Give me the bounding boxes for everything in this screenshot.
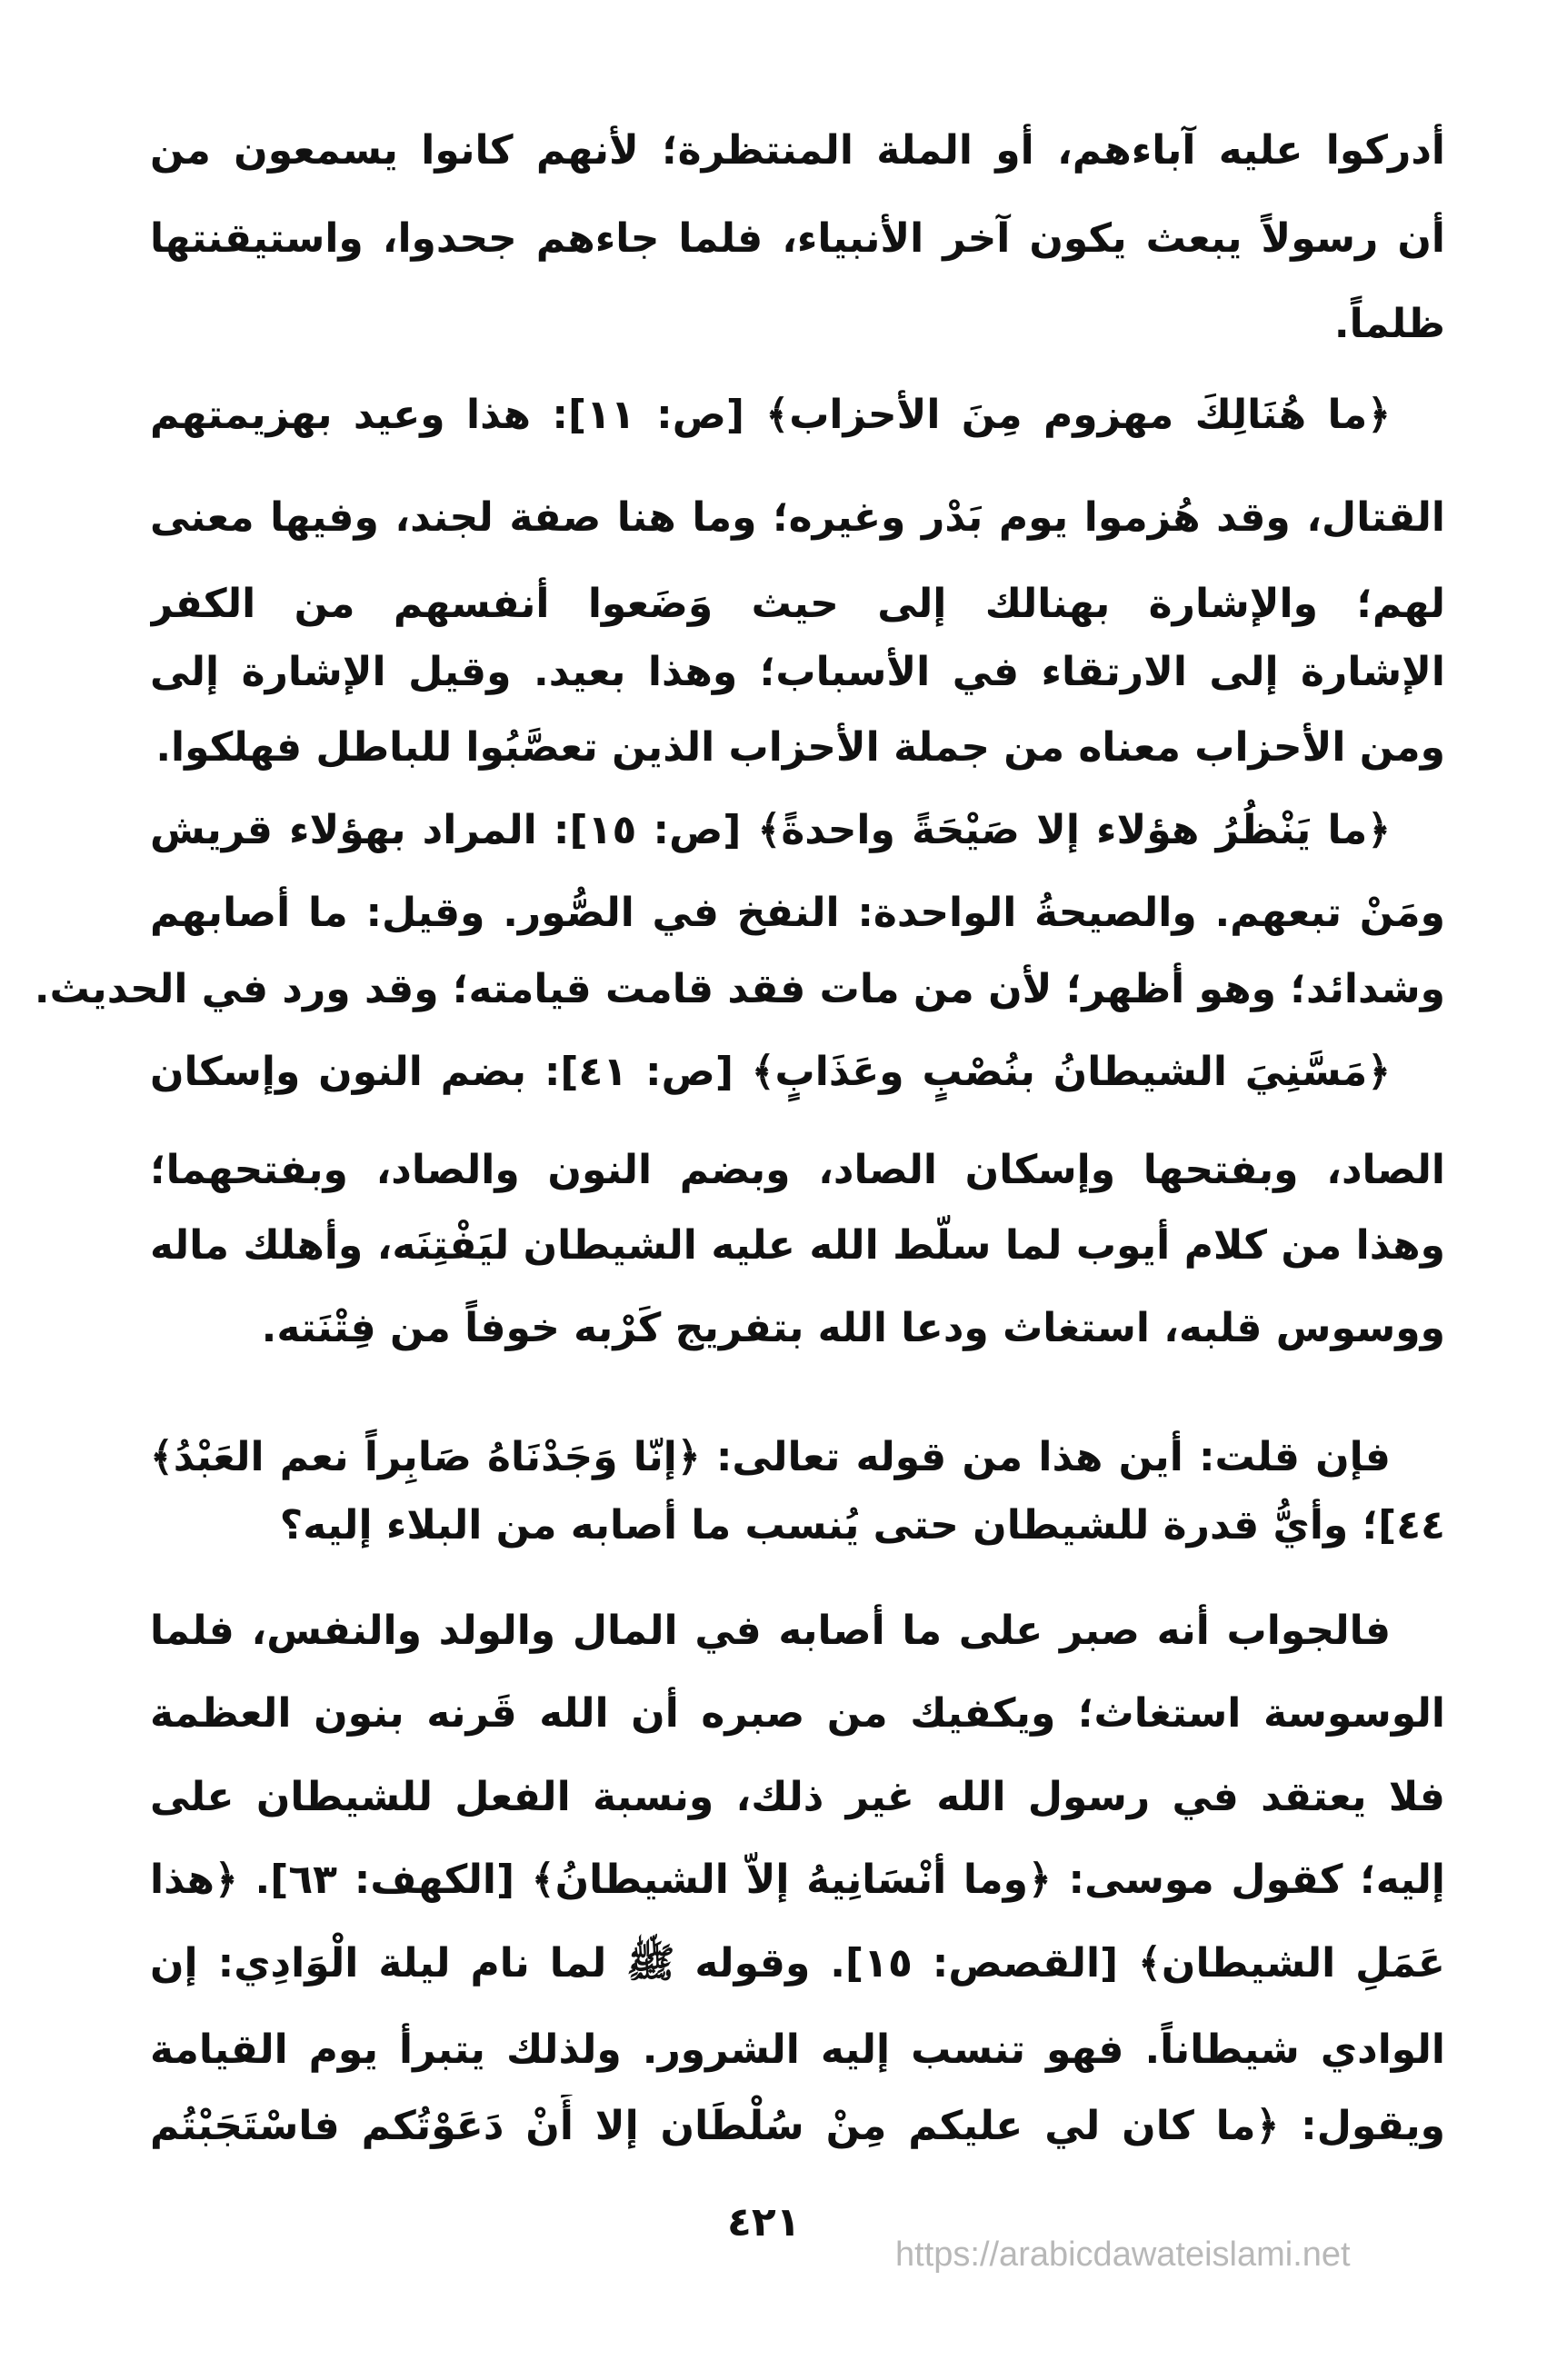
text-line: ومَنْ تبعهم. والصيحةُ الواحدة: النفخ في الصُّور. وقيل: ما أصابهم (150, 890, 1445, 936)
text-line: ومن الأحزاب معناه من جملة الأحزاب الذين تعصَّبُوا للباطل فهلكوا. (155, 724, 1445, 771)
page-number: ٤٢١ (727, 2199, 801, 2246)
text-line: القتال، وقد هُزموا يوم بَدْر وغيره؛ وما هنا صفة لجند، وفيها معنى (150, 494, 1445, 541)
text-line: الصاد، وبفتحها وإسكان الصاد، وبضم النون والصاد، وبفتحهما؛ (150, 1147, 1445, 1193)
text-line: لهم؛ والإشارة بهنالك إلى حيث وَضَعوا أنفسهم من الكفر (150, 581, 1445, 627)
text-line: وشدائد؛ وهو أظهر؛ لأن من مات فقد قامت قيامته؛ وقد ورد في الحديث. (34, 966, 1445, 1012)
text-line: ﴿ما يَنْظُرُ هؤلاء إلا صَيْحَةً واحدةً﴾ [ص: ١٥]: المراد بهؤلاء قريش (150, 807, 1391, 853)
text-line: عَمَلِ الشيطان﴾ [القصص: ١٥]. وقوله ﷺ لما نام ليلة الْوَادِي: إن (150, 1940, 1445, 1987)
text-line: ﴿ما هُنَالِكَ مهزوم مِنَ الأحزاب﴾ [ص: ١١]: هذا وعيد بهزيمتهم (150, 392, 1391, 438)
text-line: ويقول: ﴿ما كان لي عليكم مِنْ سُلْطَان إلا أَنْ دَعَوْتُكم فاسْتَجَبْتُم (150, 2103, 1445, 2149)
text-line: الوسوسة استغاث؛ ويكفيك من صبره أن الله قَرنه بنون العظمة (150, 1690, 1445, 1737)
text-line: فلا يعتقد في رسول الله غير ذلك، ونسبة الفعل للشيطان على (150, 1774, 1445, 1820)
text-line: فإن قلت: أين هذا من قوله تعالى: ﴿إنّا وَجَدْنَاهُ صَابِراً نعم العَبْدُ﴾ (150, 1434, 1391, 1480)
watermark-url: https://arabicdawateislami.net (895, 2236, 1351, 2274)
text-line: ٤٤]؛ وأيُّ قدرة للشيطان حتى يُنسب ما أصابه من البلاء إليه؟ (279, 1502, 1445, 1548)
text-line: وهذا من كلام أيوب لما سلّط الله عليه الشيطان ليَفْتِنَه، وأهلك ماله (150, 1222, 1445, 1269)
text-line: ﴿مَسَّنِيَ الشيطانُ بنُصْبٍ وعَذَابٍ﴾ [ص: ٤١]: بضم النون وإسكان (150, 1049, 1391, 1095)
text-line: الإشارة إلى الارتقاء في الأسباب؛ وهذا بعيد. وقيل الإشارة إلى (150, 649, 1445, 695)
text-line: ظلماً. (1333, 301, 1445, 347)
text-line: فالجواب أنه صبر على ما أصابه في المال والولد والنفس، فلما (150, 1608, 1391, 1654)
text-line: أن رسولاً يبعث يكون آخر الأنبياء، فلما جاءهم جحدوا، واستيقنتها (150, 215, 1445, 262)
text-line: إليه؛ كقول موسى: ﴿وما أنْسَانِيهُ إلاّ الشيطانُ﴾ [الكهف: ٦٣]. ﴿هذا (150, 1857, 1445, 1903)
text-line: ووسوس قلبه، استغاث ودعا الله بتفريج كَرْبه خوفاً من فِتْنَته. (261, 1305, 1445, 1351)
text-line: الوادي شيطاناً. فهو تنسب إليه الشرور. ولذلك يتبرأ يوم القيامة (150, 2026, 1445, 2073)
text-line: أدركوا عليه آباءهم، أو الملة المنتظرة؛ لأنهم كانوا يسمعون من (150, 127, 1445, 174)
